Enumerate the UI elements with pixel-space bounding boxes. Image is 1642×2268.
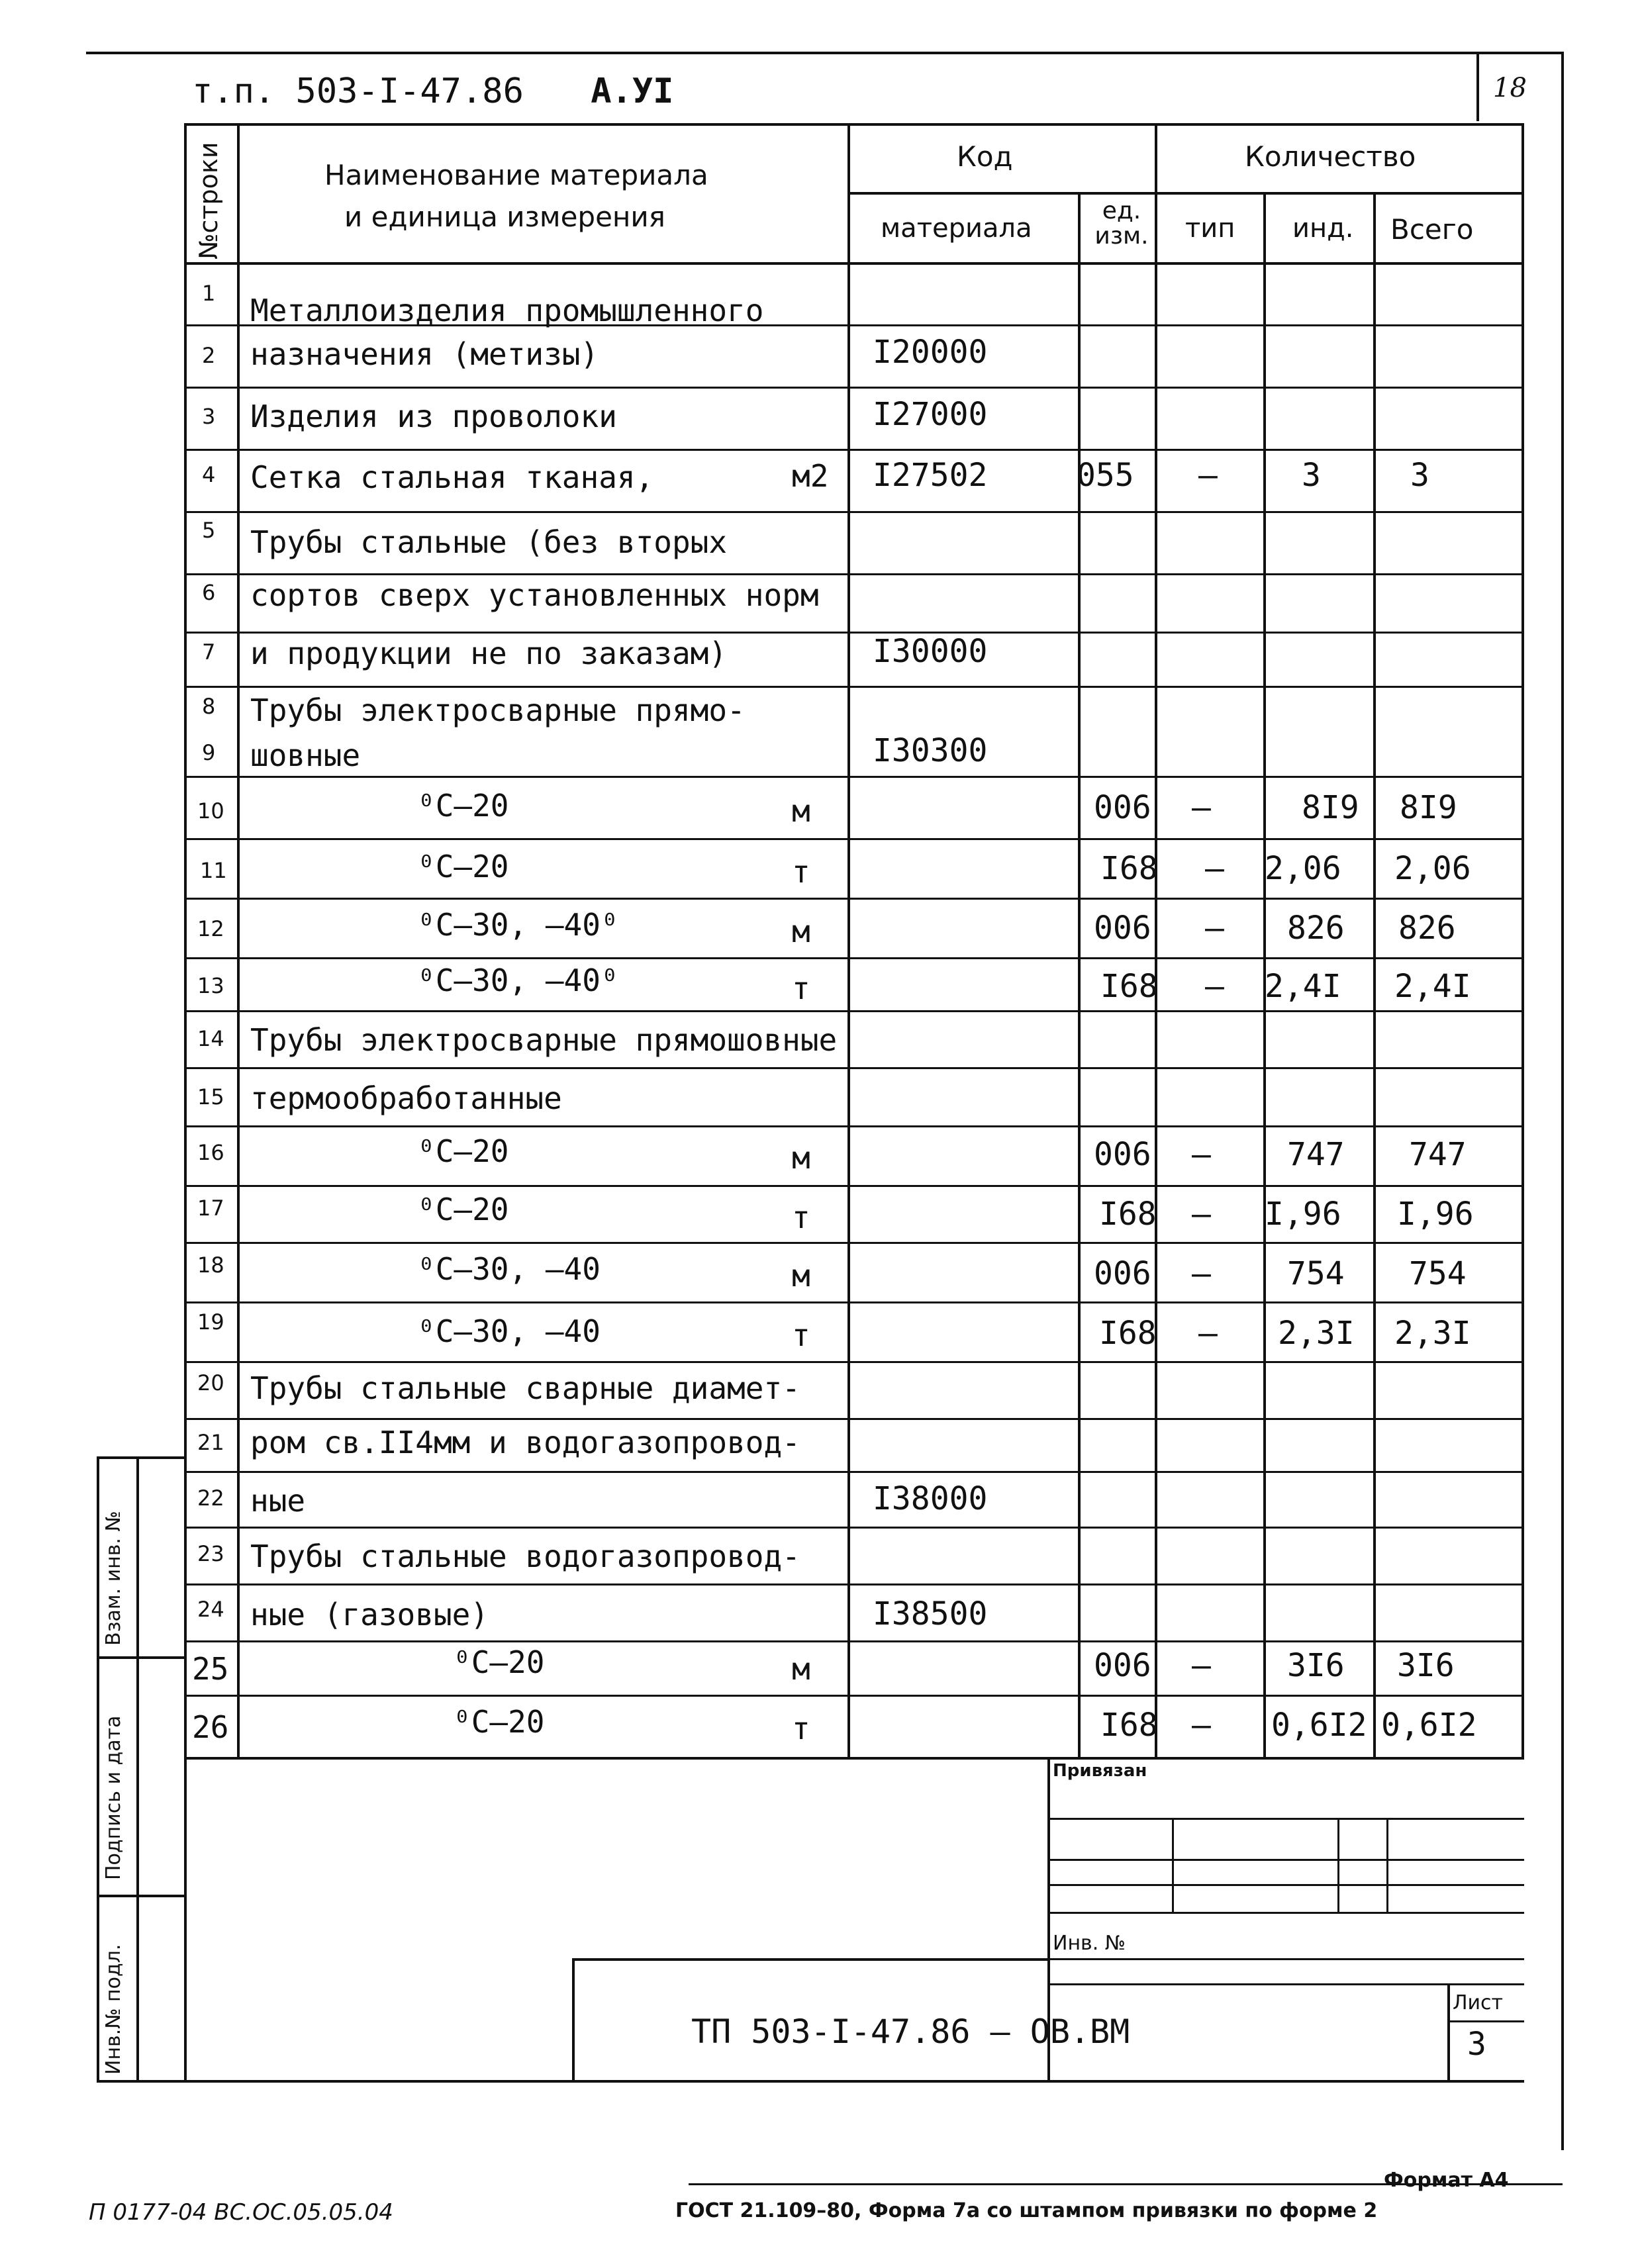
row-number: 17 <box>197 1196 224 1221</box>
row-number: 23 <box>197 1541 224 1566</box>
row-name: ⁰С–20 <box>417 1192 509 1227</box>
footer-gost: ГОСТ 21.109–80, Форма 7а со штампом привязки по форме 2 <box>675 2199 1378 2222</box>
row-name: Сетка стальная тканая, <box>250 459 654 495</box>
row-material-code: I27000 <box>873 396 988 433</box>
header-unit: ед. изм. <box>1094 197 1149 250</box>
frame-top-line <box>86 52 1563 54</box>
row-total: 2,06 <box>1394 850 1471 887</box>
row-type: – <box>1192 1255 1211 1292</box>
header-material: материала <box>881 213 1032 244</box>
row-number: 3 <box>202 404 216 429</box>
row-ind: 2,4I <box>1265 968 1341 1005</box>
row-ind: 8I9 <box>1302 789 1359 826</box>
row-name: и продукции не по заказам) <box>250 636 728 671</box>
row-name: Изделия из проволоки <box>250 399 617 434</box>
row-name: ром св.II4мм и водогазопровод- <box>250 1425 800 1460</box>
row-ind: I,96 <box>1265 1196 1341 1233</box>
inv-no-label: Инв. № <box>1053 1932 1126 1955</box>
row-name: Трубы стальные (без вторых <box>250 524 728 560</box>
row-name: шовные <box>250 737 361 773</box>
footer-format: Формат А4 <box>1384 2169 1509 2192</box>
row-name: ⁰С–30, –40⁰ <box>417 907 619 943</box>
row-name: ные (газовые) <box>250 1597 489 1632</box>
row-material-code: I30000 <box>873 633 988 670</box>
row-unit: м <box>792 1258 810 1294</box>
row-number: 4 <box>202 462 216 487</box>
row-unit-code: 006 <box>1094 1136 1151 1173</box>
row-material-code: I27502 <box>873 457 988 494</box>
row-material-code: I38000 <box>873 1480 988 1517</box>
row-type: – <box>1192 1707 1211 1744</box>
row-unit-code: 006 <box>1094 789 1151 826</box>
row-ind: 3 <box>1302 457 1321 494</box>
row-name: ⁰С–30, –40 <box>417 1251 601 1287</box>
row-name: ⁰С–20 <box>453 1704 545 1740</box>
row-ind: 3I6 <box>1287 1647 1345 1684</box>
row-name: ⁰С–20 <box>417 788 509 824</box>
stamp-signature-date: Подпись и дата <box>102 1715 125 1880</box>
row-total: 826 <box>1398 910 1456 947</box>
row-name: ные <box>250 1483 306 1519</box>
row-type: – <box>1192 1136 1211 1173</box>
row-name: ⁰С–20 <box>417 849 509 884</box>
row-unit-code: 006 <box>1094 910 1151 947</box>
row-number: 20 <box>197 1370 224 1395</box>
row-unit-code: I68 <box>1100 968 1158 1005</box>
row-type: – <box>1205 968 1224 1005</box>
row-total: 8I9 <box>1400 789 1457 826</box>
row-ind: 747 <box>1287 1136 1345 1173</box>
header-ind: инд. <box>1292 213 1354 244</box>
row-name: Трубы стальные водогазопровод- <box>250 1538 800 1574</box>
row-unit-code: 006 <box>1094 1647 1151 1684</box>
row-number: 8 <box>202 694 216 719</box>
row-number: 14 <box>197 1026 224 1051</box>
row-number: 1 <box>202 281 216 306</box>
row-number: 21 <box>197 1430 224 1455</box>
header-name-line2: и единица измерения <box>344 201 665 233</box>
row-ind: 0,6I2 <box>1271 1707 1367 1744</box>
row-type: – <box>1192 1647 1211 1684</box>
row-name: ⁰С–20 <box>417 1133 509 1169</box>
sheet-number: 3 <box>1467 2026 1486 2063</box>
row-unit-code: I68 <box>1099 1196 1157 1233</box>
stamp-inv-original: Инв.№ подл. <box>102 1944 125 2075</box>
row-total: 3I6 <box>1397 1647 1455 1684</box>
row-unit-code: 055 <box>1077 457 1134 494</box>
row-material-code: I30300 <box>873 732 988 769</box>
page-number: 18 <box>1493 73 1527 103</box>
row-unit: т <box>792 1317 810 1353</box>
header-total: Всего <box>1390 213 1474 246</box>
row-unit: м <box>792 1140 810 1176</box>
row-ind: 2,3I <box>1278 1315 1355 1352</box>
row-number: 22 <box>197 1486 224 1511</box>
row-type: – <box>1192 789 1211 826</box>
frame-right-line <box>1561 52 1564 2150</box>
stamp-vzam-inv: Взам. инв. № <box>102 1511 125 1646</box>
row-name: ⁰С–20 <box>453 1644 545 1680</box>
row-unit-code: I68 <box>1099 1315 1157 1352</box>
album-label: А.УI <box>591 71 674 111</box>
row-number: 25 <box>192 1651 229 1687</box>
row-number: 24 <box>197 1597 224 1622</box>
row-name: сортов сверх установленных норм <box>250 577 819 613</box>
row-ind: 826 <box>1287 910 1345 947</box>
header-row-number: №строки <box>194 142 223 260</box>
frame-page-number-box <box>1476 52 1479 121</box>
row-total: 754 <box>1409 1255 1467 1292</box>
row-total: 3 <box>1410 457 1429 494</box>
row-number: 26 <box>192 1709 229 1745</box>
row-total: 747 <box>1409 1136 1467 1173</box>
sheet-label: Лист <box>1453 1991 1504 2014</box>
row-name: Трубы стальные сварные диамет- <box>250 1370 800 1406</box>
row-total: 2,4I <box>1394 968 1471 1005</box>
row-total: I,96 <box>1397 1196 1474 1233</box>
row-unit-code: I68 <box>1100 1707 1158 1744</box>
row-name: назначения (метизы) <box>250 336 599 372</box>
privyazan-label: Привязан <box>1053 1761 1147 1781</box>
doc-ref: т.п. 503-I-47.86 <box>192 71 524 111</box>
row-number: 9 <box>202 740 216 765</box>
row-number: 12 <box>197 916 224 941</box>
row-ind: 2,06 <box>1265 850 1341 887</box>
row-number: 7 <box>202 639 216 665</box>
row-name: ⁰С–30, –40 <box>417 1313 601 1349</box>
row-name: Трубы электросварные прямо- <box>250 692 746 728</box>
row-name: Трубы электросварные прямошовные <box>250 1022 838 1058</box>
row-unit: т <box>792 970 810 1006</box>
header-code: Код <box>957 140 1013 173</box>
row-unit: т <box>792 1711 810 1746</box>
row-number: 5 <box>202 518 216 543</box>
header-quantity: Количество <box>1245 140 1416 173</box>
document-designation: ТП 503-I-47.86 – ОВ.ВМ <box>691 2012 1130 2051</box>
row-material-code: I20000 <box>873 334 988 371</box>
footer-left-code: П 0177-04 ВС.ОС.05.05.04 <box>89 2199 393 2226</box>
row-type: – <box>1198 457 1218 494</box>
row-total: 0,6I2 <box>1381 1707 1477 1744</box>
row-number: 10 <box>197 798 224 824</box>
row-number: 6 <box>202 580 216 605</box>
row-unit: м <box>792 914 810 949</box>
header-type: тип <box>1185 213 1235 244</box>
row-number: 18 <box>197 1252 224 1278</box>
row-unit-code: 006 <box>1094 1255 1151 1292</box>
row-material-code: I38500 <box>873 1595 988 1632</box>
row-ind: 754 <box>1287 1255 1345 1292</box>
row-number: 19 <box>197 1309 224 1335</box>
row-type: – <box>1205 850 1224 887</box>
row-unit-code: I68 <box>1100 850 1158 887</box>
row-unit: м2 <box>792 458 829 494</box>
row-name: термообработанные <box>250 1080 562 1116</box>
row-unit: м <box>792 1651 810 1687</box>
row-unit: т <box>792 1200 810 1235</box>
page-header <box>192 71 673 111</box>
row-number: 13 <box>197 973 224 998</box>
row-number: 16 <box>197 1140 224 1165</box>
row-number: 15 <box>197 1084 224 1110</box>
row-type: – <box>1205 910 1224 947</box>
row-number: 2 <box>202 343 216 368</box>
row-name: ⁰С–30, –40⁰ <box>417 963 619 998</box>
row-type: – <box>1192 1196 1211 1233</box>
row-name: Металлоизделия промышленного <box>250 293 764 328</box>
header-name-line1: Наименование материала <box>324 159 708 191</box>
row-number: 11 <box>200 858 227 883</box>
row-total: 2,3I <box>1394 1315 1471 1352</box>
row-unit: м <box>792 793 810 829</box>
row-unit: т <box>792 854 810 890</box>
row-type: – <box>1198 1315 1218 1352</box>
